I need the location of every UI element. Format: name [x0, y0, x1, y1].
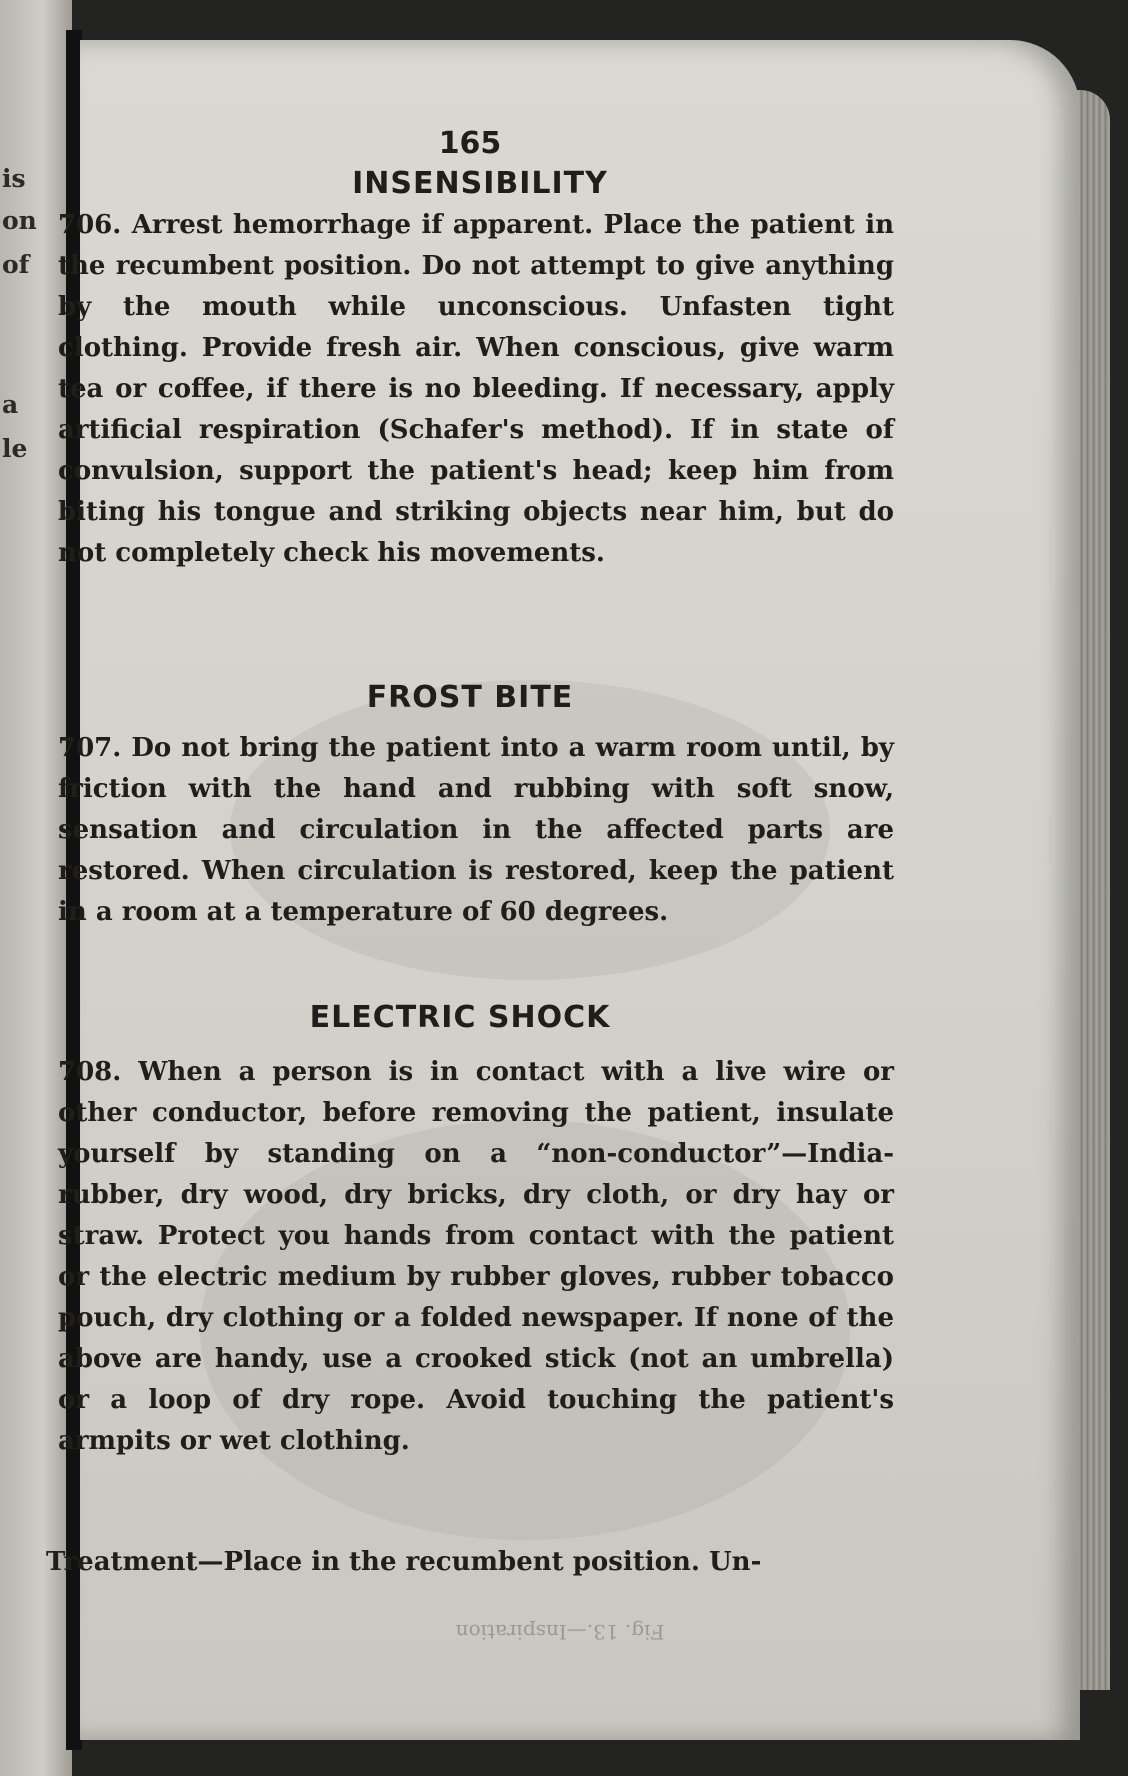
left-page-fragment: is: [2, 164, 26, 193]
paragraph-708: 708. When a person is in contact with a live wire or other conductor, before removing the patient, insulate yourself by standing on a “non-conductor”—India-rubber, dry wood, dry bricks, dry cloth, or dry hay or straw. Protect you hands from contact with the patient or the electric medium by rubber gloves, rubber tobacco pouch, dry clothing or a folded newspaper. If none of the above are handy, use a crooked stick (not an umbrella) or a loop of dry rope. Avoid touching the patient's armpits or wet clothing.: [58, 1057, 894, 1456]
left-page-fragment: of: [2, 250, 30, 279]
paragraph-707: 707. Do not bring the patient into a warm room until, by friction with the hand and rubbing with soft snow, sensation and circulation in the affected parts are restored. When circulation is restored, keep the patient in a room at a temperature of 60 degrees.: [58, 733, 894, 927]
page-number: 165: [438, 126, 502, 161]
heading-electric-shock: ELECTRIC SHOCK: [309, 1000, 611, 1035]
left-page-fragment: on: [2, 206, 37, 235]
heading-frost-bite: FROST BITE: [366, 680, 574, 715]
paragraph-706: 706. Arrest hemorrhage if apparent. Place the patient in the recumbent position. Do not attempt to give anything by the mouth while unconscious. Unfasten tight clothing. Provide fresh air. When conscious, give warm tea or coffee, if there is no bleeding. If necessary, apply artificial respiration (Schafer's method). If in state of convulsion, support the patient's head; keep him from biting his tongue and striking objects near him, but do not completely check his movements.: [58, 210, 894, 568]
treatment-paragraph: Treatment—Place in the recumbent position. Un-: [46, 1547, 762, 1577]
heading-insensibility: INSENSIBILITY: [352, 166, 608, 201]
left-page-fragment: le: [2, 434, 28, 463]
left-page-fragment: a: [2, 390, 19, 419]
bleed-through-caption: Fig. 13.—Inspiration: [455, 1620, 665, 1644]
